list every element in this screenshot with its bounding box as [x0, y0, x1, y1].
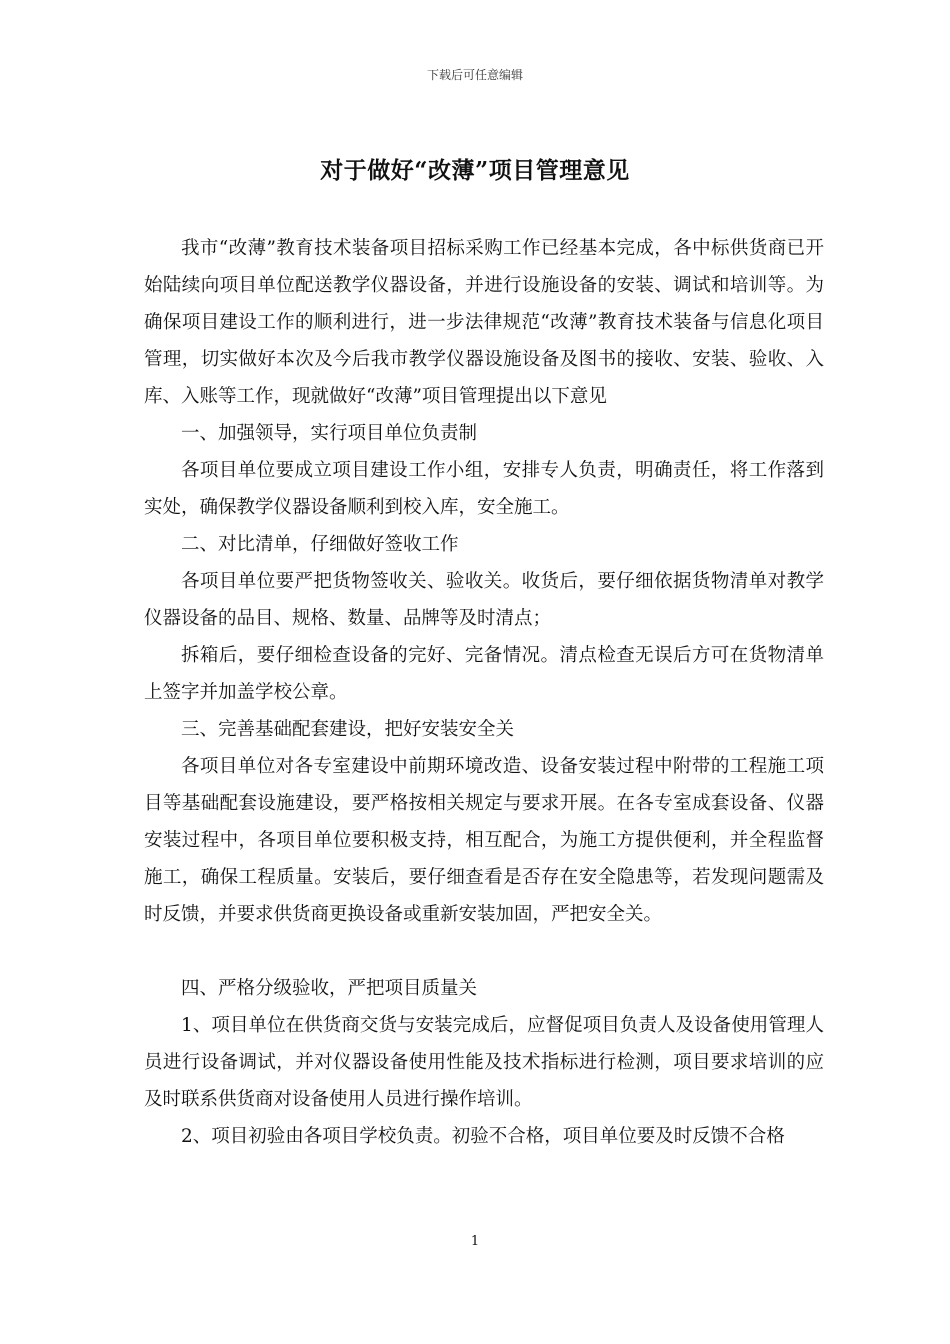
section-heading-1: 一、加强领导，实行项目单位负责制	[181, 423, 478, 444]
intro-paragraph: 我市“改薄”教育技术装备项目招标采购工作已经基本完成，各中标供货商已开始陆续向项目单位配送教学仪器设备，并进行设施设备的安装、调试和培训等。为确保项目建设工作的顺利进行，进一步法律规范“改薄”教育技术装备与信息化项目管理，切实做好本次及今后我市教学仪器设施设备及图书的接收、安装、验收、入库、入账等工作，现就做好“改薄”项目管理提出以下意见	[144, 238, 824, 407]
section-1-paragraph: 各项目单位要成立项目建设工作小组，安排专人负责，明确责任，将工作落到实处，确保教学仪器设备顺利到校入库，安全施工。	[144, 460, 824, 518]
blank-line	[144, 933, 824, 970]
document-body	[144, 230, 824, 1155]
section-2-paragraph-1: 各项目单位要严把货物签收关、验收关。收货后，要仔细依据货物清单对教学仪器设备的品目、规格、数量、品牌等及时清点；	[144, 571, 824, 629]
section-heading-3: 三、完善基础配套建设，把好安装安全关	[181, 719, 515, 740]
document-title: 对于做好“改薄”项目管理意见	[320, 157, 630, 184]
header-note: 下载后可任意编辑	[426, 68, 523, 82]
section-heading-4: 四、严格分级验收，严把项目质量关	[181, 978, 478, 999]
section-3-paragraph: 各项目单位对各专室建设中前期环境改造、设备安装过程中附带的工程施工项目等基础配套设施建设，要严格按相关规定与要求开展。在各专室成套设备、仪器安装过程中，各项目单位要积极支持，相互配合，为施工方提供便利，并全程监督施工，确保工程质量。安装后，要仔细查看是否存在安全隐患等，若发现问题需及时反馈，并要求供货商更换设备或重新安装加固，严把安全关。	[144, 756, 824, 925]
page-number: 1	[470, 1234, 480, 1249]
section-heading-2: 二、对比清单，仔细做好签收工作	[181, 534, 459, 555]
section-4-item-2: 2、项目初验由各项目学校负责。初验不合格，项目单位要及时反馈不合格	[181, 1126, 785, 1147]
section-2-paragraph-2: 拆箱后，要仔细检查设备的完好、完备情况。清点检查无误后方可在货物清单上签字并加盖学校公章。	[144, 645, 824, 703]
section-4-item-1: 1、项目单位在供货商交货与安装完成后，应督促项目负责人及设备使用管理人员进行设备调试，并对仪器设备使用性能及技术指标进行检测，项目要求培训的应及时联系供货商对设备使用人员进行操作培训。	[144, 1015, 824, 1110]
